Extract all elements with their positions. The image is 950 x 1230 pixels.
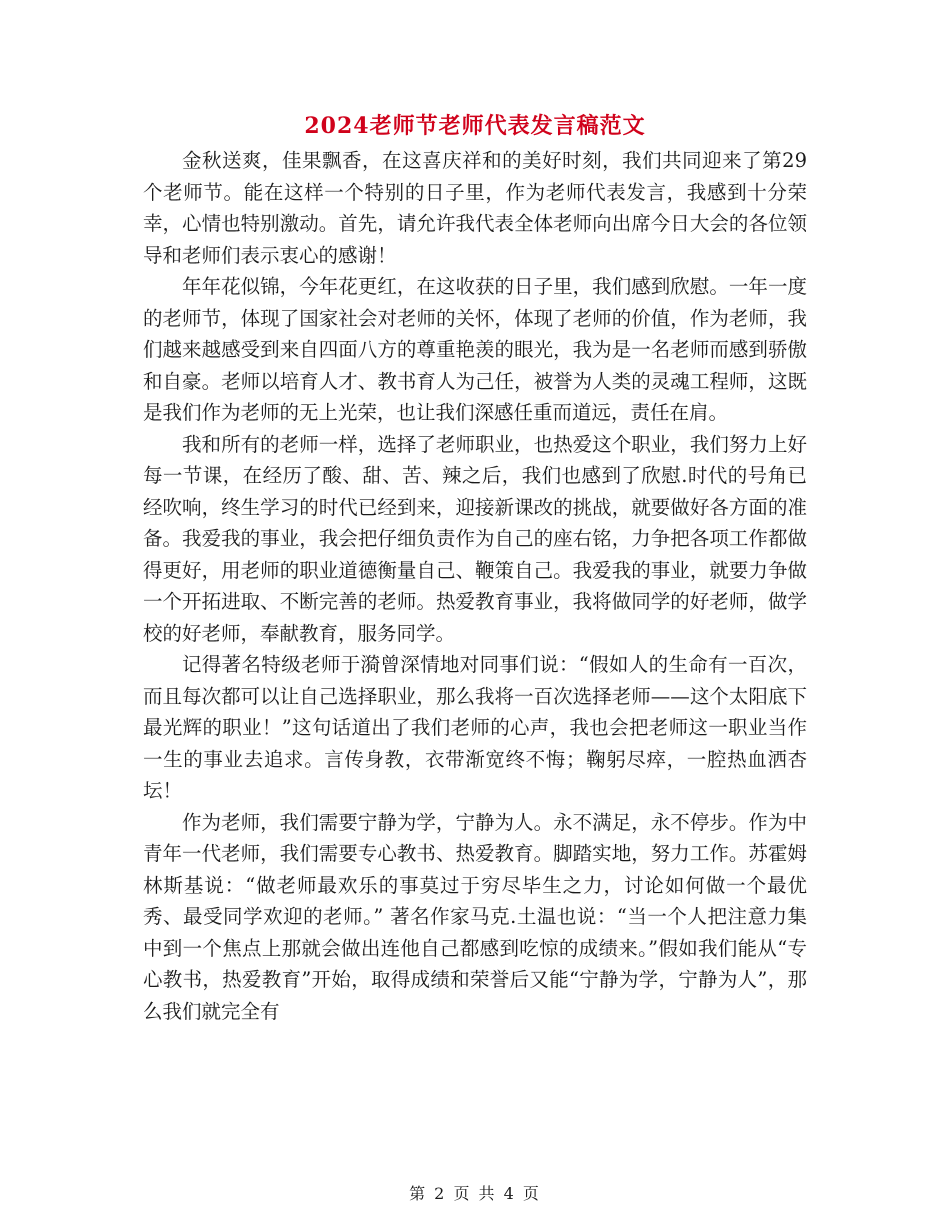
page-footer: 第 2 页 共 4 页 bbox=[409, 1184, 541, 1203]
paragraph-4: 记得著名特级老师于漪曾深情地对同事们说：“假如人的生命有一百次，而且每次都可以让自己选择职业，那么我将一百次选择老师——这个太阳底下最光辉的职业！”这句话道出了我们老师的心声，我也会把老师这一职业当作一生的事业去追求。言传身教，衣带渐宽终不悔；鞠躬尽瘁，一腔热血洒杏坛！ bbox=[143, 653, 807, 802]
paragraph-2: 年年花似锦，今年花更红，在这收获的日子里，我们感到欣慰。一年一度的老师节，体现了国家社会对老师的关怀，体现了老师的价值，作为老师，我们越来越感受到来自四面八方的尊重艳羡的眼光，我为是一名老师而感到骄傲和自豪。老师以培育人才、教书育人为己任，被誉为人类的灵魂工程师，这既是我们作为老师的无上光荣，也让我们深感任重而道远，责任在肩。 bbox=[143, 275, 807, 424]
paragraph-5: 作为老师，我们需要宁静为学，宁静为人。永不满足，永不停步。作为中青年一代老师，我们需要专心教书、热爱教育。脚踏实地，努力工作。苏霍姆林斯基说：“做老师最欢乐的事莫过于穷尽毕生之力，讨论如何做一个最优秀、最受同学欢迎的老师。” 著名作家马克.土温也说：“当一个人把注意力集中到一个焦点上那就会做出连他自己都感到吃惊的成绩来。”假如我们能从“专心教书，热爱教育”开始，取得成绩和荣誉后又能“宁静为学，宁静为人”，那么我们就完全有 bbox=[143, 810, 807, 1023]
document-body bbox=[143, 145, 807, 1027]
paragraph-1: 金秋送爽，佳果飘香，在这喜庆祥和的美好时刻，我们共同迎来了第29个老师节。能在这样一个特别的日子里，作为老师代表发言，我感到十分荣幸，心情也特别激动。首先，请允许我代表全体老师向出席今日大会的各位领导和老师们表示衷心的感谢！ bbox=[143, 149, 807, 267]
document-title: 2024老师节老师代表发言稿范文 bbox=[304, 113, 646, 139]
paragraph-3: 我和所有的老师一样，选择了老师职业，也热爱这个职业，我们努力上好每一节课，在经历了酸、甜、苦、辣之后，我们也感到了欣慰.时代的号角已经吹响，终生学习的时代已经到来，迎接新课改的挑战，就要做好各方面的准备。我爱我的事业，我会把仔细负责作为自己的座右铭，力争把各项工作都做得更好，用老师的职业道德衡量自己、鞭策自己。我爱我的事业，就要力争做一个开拓进取、不断完善的老师。热爱教育事业，我将做同学的好老师，做学校的好老师，奉献教育，服务同学。 bbox=[143, 432, 807, 645]
